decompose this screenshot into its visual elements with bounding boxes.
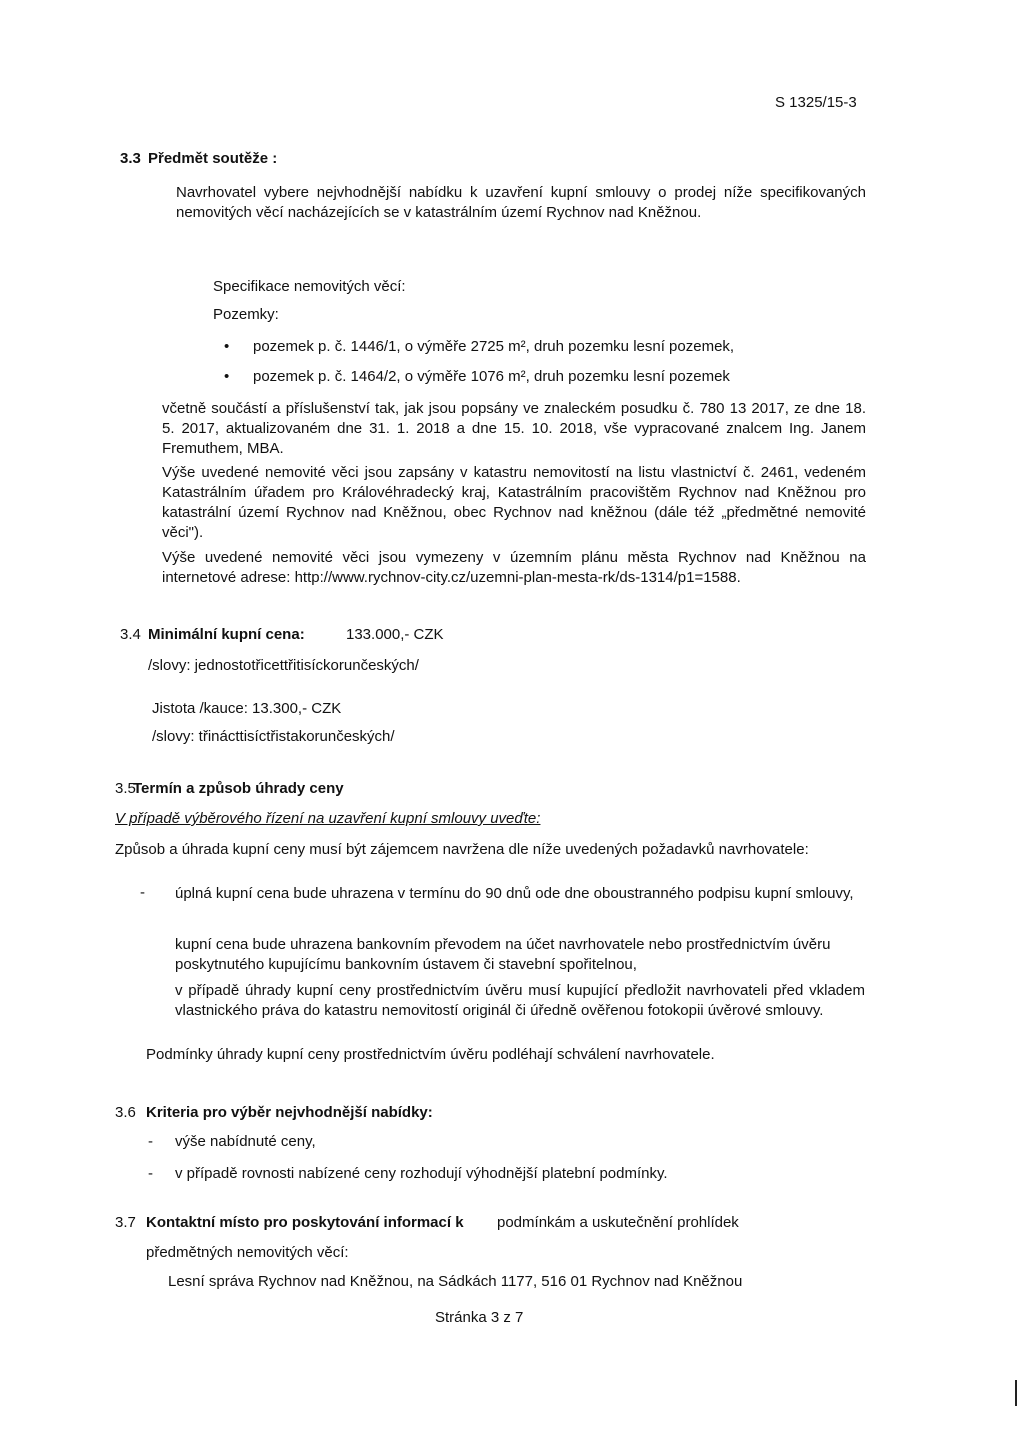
criterion-payment-terms: v případě rovnosti nabízené ceny rozhodují výhodnější platební podmínky. [175, 1165, 668, 1182]
min-price-value: 133.000,- CZK [346, 626, 444, 643]
list-dash: - [148, 1165, 153, 1182]
section-3-6-heading: Kriteria pro výběr nejvhodnější nabídky: [146, 1104, 433, 1121]
section-3-4-number: 3.4 [120, 626, 141, 643]
scan-edge-mark [1015, 1380, 1017, 1406]
section-3-7-number: 3.7 [115, 1214, 136, 1231]
loan-condition-item: v případě úhrady kupní ceny prostřednictvím úvěru musí kupující předložit navrhovateli před vkladem vlastnického práva do katastru nemovitostí originál či úředně ověřenou fotokopii úvěrové smlouvy. [175, 982, 865, 1019]
section-3-3-heading: Předmět soutěže : [148, 150, 278, 167]
list-dash: - [148, 1133, 153, 1150]
document-reference: S 1325/15-3 [775, 94, 857, 111]
section-3-7-heading-rest: podmínkám a uskutečnění prohlídek [497, 1214, 739, 1231]
min-price-label: Minimální kupní cena: [148, 626, 305, 643]
payment-term-item: úplná kupní cena bude uhrazena v termínu do 90 dnů ode dne oboustranného podpisu kupní smlouvy, [175, 885, 854, 902]
list-marker: - [140, 884, 145, 901]
pozemky-label: Pozemky: [213, 306, 279, 323]
min-price-in-words: /slovy: jednostotřicettřitisíckorunčeských/ [148, 657, 419, 674]
loan-approval-note: Podmínky úhrady kupní ceny prostřednictvím úvěru podléhají schválení navrhovatele. [146, 1046, 715, 1063]
page-number: Stránka 3 z 7 [435, 1309, 524, 1326]
section-3-3-para-appraisal: včetně součástí a příslušenství tak, jak jsou popsány ve znaleckém posudku č. 780 13 2017, ze dne 18. 5. 2017, aktualizovaném dne 31. 1. 2018 a dne 15. 10. 2018, vše vypracované znalcem Ing. Janem Fremuthem, MBA. [162, 400, 866, 457]
bank-transfer-item: kupní cena bude uhrazena bankovním převodem na účet navrhovatele nebo prostřednictvím úvěru poskytnutého kupujícímu bankovním ústavem či stavební spořitelnou, [175, 936, 831, 973]
instruction-underlined: V případě výběrového řízení na uzavření kupní smlouvy uveďte: [115, 810, 541, 827]
parcel-1446-1: pozemek p. č. 1446/1, o výměře 2725 m², druh pozemku lesní pozemek, [253, 338, 735, 355]
spec-title: Specifikace nemovitých věcí: [213, 278, 406, 295]
criterion-price: výše nabídnuté ceny, [175, 1133, 316, 1150]
section-3-3-para-cadastre: Výše uvedené nemovité věci jsou zapsány v katastru nemovitostí na listu vlastnictví č. 2461, vedeném Katastrálním úřadem pro Královéhradecký kraj, Katastrálním pracovištěm Rychnov nad Kněžnou pro katastrální území Rychnov nad Kněžnou, obec Rychnov nad kněžnou (dále též „předmětné nemovité věci"). [162, 464, 866, 541]
deposit-amount: Jistota /kauce: 13.300,- CZK [152, 700, 342, 717]
bullet-dot: • [224, 368, 230, 385]
section-3-5-number: 3.5 [115, 780, 136, 797]
section-3-5-heading: Termín a způsob úhrady ceny [133, 780, 344, 797]
deposit-in-words: /slovy: třinácttisíctřistakorunčeských/ [152, 728, 395, 745]
section-3-5-intro: Způsob a úhrada kupní ceny musí být zájemcem navržena dle níže uvedených požadavků navrhovatele: [115, 841, 809, 858]
section-3-6-number: 3.6 [115, 1104, 136, 1121]
section-3-7-heading: Kontaktní místo pro poskytování informací k [146, 1214, 464, 1231]
section-3-7-line2: předmětných nemovitých věcí: [146, 1244, 349, 1261]
contact-address: Lesní správa Rychnov nad Kněžnou, na Sádkách 1177, 516 01 Rychnov nad Kněžnou [168, 1273, 743, 1290]
section-3-3-para-zoning: Výše uvedené nemovité věci jsou vymezeny v územním plánu města Rychnov nad Kněžnou na internetové adrese: http://www.rychnov-city.cz/uzemni-plan-mesta-rk/ds-1314/p1=1588. [162, 549, 866, 586]
parcel-1464-2: pozemek p. č. 1464/2, o výměře 1076 m², druh pozemku lesní pozemek [253, 368, 730, 385]
section-3-3-intro: Navrhovatel vybere nejvhodnější nabídku k uzavření kupní smlouvy o prodej níže specifikovaných nemovitých věcí nacházejících se v katastrálním území Rychnov nad Kněžnou. [176, 184, 866, 221]
section-3-3-number: 3.3 [120, 150, 141, 167]
bullet-dot: • [224, 338, 230, 355]
